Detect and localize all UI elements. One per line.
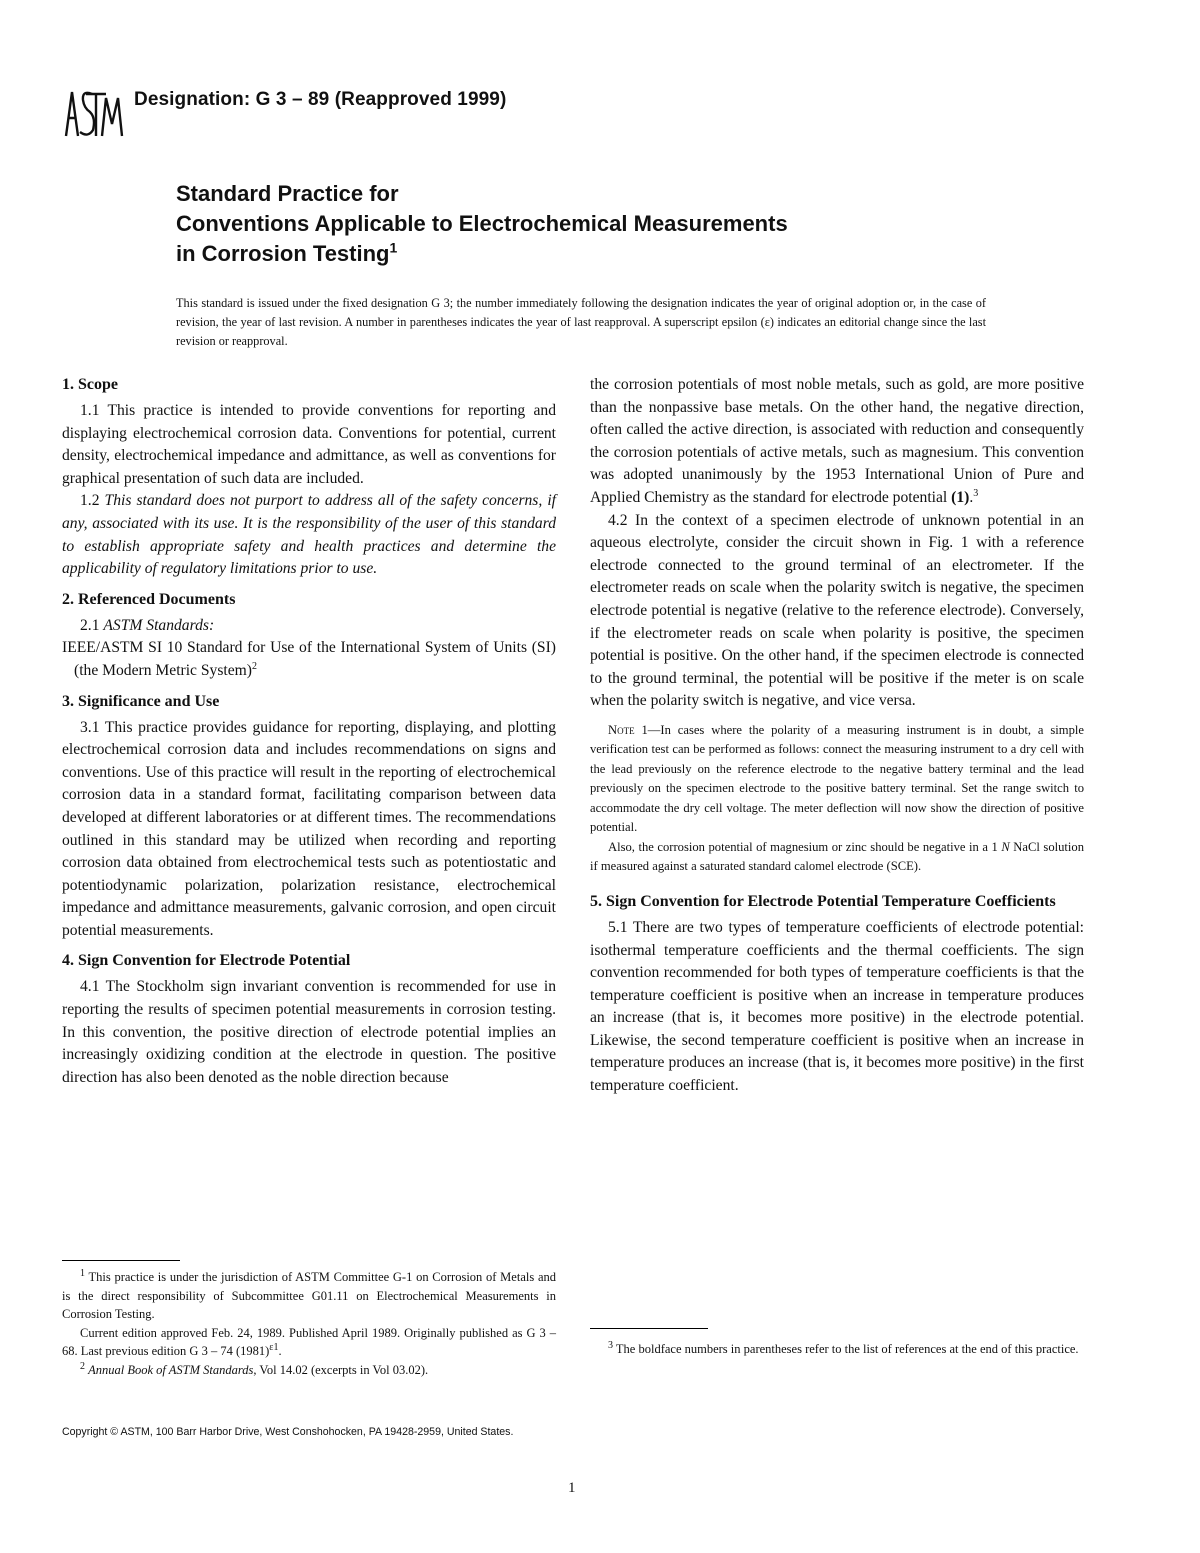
footnote-1: $^1$ This practice is under the jurisdiction of ASTM Committee G-1 on Corrosion of Metals and is the direct responsibility of Subcommittee G01.11 on Electrochemical Measurements in Corrosion Testing. [62, 1267, 556, 1321]
section-2-heading: 2. Referenced Documents [62, 590, 236, 608]
section-1-heading: 1. Scope [62, 376, 118, 393]
footnote-rule-left [62, 1260, 180, 1261]
paragraph-5-1: 5.1 There are two types of temperature coefficients of electrode potential: isothermal temperature coefficients and the thermal coefficients. The sign convention recommended for both types of temperature coefficients is that the temperature coefficient is positive when an increase in temperature produces an increase (that is, it becomes more positive) in the electrode potential. Likewise, the second temperature coefficient is positive when an increase in temperature produces an increase (that is, it becomes more positive) in the first temperature coefficient. [590, 918, 1084, 1095]
footnotes-right [590, 1340, 1084, 1359]
section-5-heading: 5. Sign Convention for Electrode Potential Temperature Coefficients [590, 892, 1056, 910]
standard-notice: This standard is issued under the fixed designation G 3; the number immediately following the designation indicates the year of original adoption or, in the case of revision, the year of last revision. A number in parentheses indicates the year of last reapproval. A superscript epsilon (ε) indicates an editorial change since the last revision or reapproval. [176, 296, 986, 348]
title-line-3: in Corrosion Testing$^1$ [176, 239, 398, 266]
title-line-1: Standard Practice for [176, 181, 399, 206]
title-footnote-ref: 1 [389, 239, 398, 256]
right-column [590, 374, 1084, 1098]
footnote-2: $^2$ Annual Book of ASTM Standards, Vol 14.02 (excerpts in Vol 03.02). [80, 1360, 429, 1377]
footnote-3: $^3$ The boldface numbers in parentheses refer to the list of references at the end of this practice. [608, 1339, 1079, 1356]
paragraph-2-1: 2.1 ASTM Standards: [80, 616, 215, 634]
section-3-heading: 3. Significance and Use [62, 692, 220, 710]
copyright: Copyright © ASTM, 100 Barr Harbor Drive, West Conshohocken, PA 19428-2959, United States. [62, 1426, 514, 1438]
footnote-1-edition: Current edition approved Feb. 24, 1989. Published April 1989. Originally published as G 3 – 68. Last previous edition G 3 – 74 $(1981)^{\varepsilon 1}$. [62, 1325, 556, 1358]
paragraph-4-1: 4.1 The Stockholm sign invariant convention is recommended for use in reporting the results of specimen potential measurements in corrosion testing. In this convention, the positive direction of electrode potential implies an increasingly oxidizing condition at the electrode in question. The positive direction has also been denoted as the noble direction because [62, 978, 556, 1086]
note-1-also: Also, the corrosion potential of magnesium or zinc should be negative in a 1 N NaCl solution if measured against a saturated standard calomel electrode (SCE). [590, 839, 1084, 874]
paragraph-3-1: 3.1 This practice provides guidance for reporting, displaying, and plotting electrochemical corrosion data and includes recommendations on signs and conventions. Use of this practice will result in the reporting of electrochemical corrosion data in a standard format, facilitating comparison between data developed at different laboratories or at different times. The recommendations outlined in this standard may be utilized when recording and reporting corrosion data obtained from electrochemical tests such as potentiostatic and potentiodynamic polarization, polarization resistance, electrochemical impedance and admittance measurements, galvanic corrosion, and open circuit potential measurements. [62, 718, 556, 939]
paragraph-1-2: 1.2 This standard does not purport to address all of the safety concerns, if any, associated with its use. It is the responsibility of the user of this standard to establish appropriate safety and health practices and determine the applicability of regulatory limitations prior to use. [62, 492, 556, 578]
paragraph-4-1-continued: the corrosion potentials of most noble metals, such as gold, are more positive than the nonpassive base metals. On the other hand, the negative direction, often called the active direction, is associated with reduction and consequently the corrosion potentials of active metals, such as magnesium. This convention was adopted unanimously by the 1953 International Union of Pure and Applied Chemistry as the standard for electrode potential (1).$^3$ [590, 376, 1084, 506]
designation: Designation: G 3 – 89 (Reapproved 1999) [134, 89, 507, 110]
footnote-rule-right [590, 1328, 708, 1329]
section-4-heading: 4. Sign Convention for Electrode Potential [62, 952, 351, 970]
referenced-document-item: IEEE/ASTM SI 10 Standard for Use of the International System of Units (SI) (the Modern Metric System)$^2$ [62, 639, 556, 679]
paragraph-1-1: 1.1 This practice is intended to provide conventions for reporting and displaying electrochemical corrosion data. Conventions for potential, current density, electrochemical impedance and admittance, as well as conventions for graphical presentation of such data are included. [62, 402, 556, 487]
document-title [176, 179, 788, 269]
page-number: 1 [568, 1480, 576, 1496]
left-column [62, 374, 556, 1089]
note-1: Note 1—In cases where the polarity of a measuring instrument is in doubt, a simple verification test can be performed as follows: connect the measuring instrument to a dry cell with the lead previously on the reference electrode to the negative battery terminal and the lead previously on the specimen electrode to the positive battery terminal. Set the range switch to accommodate the dry cell voltage. The meter deflection will now show the direction of positive potential. [590, 722, 1084, 835]
astm-logo [62, 86, 124, 138]
footnotes-left [62, 1268, 556, 1379]
title-line-2: Conventions Applicable to Electrochemical Measurements [176, 211, 788, 236]
paragraph-4-2: 4.2 In the context of a specimen electrode of unknown potential in an aqueous electrolyte, consider the circuit shown in Fig. 1 with a reference electrode connected to the ground terminal of an electrometer. If the electrometer reads on scale when the polarity switch is negative, the specimen electrode potential is negative (relative to the reference electrode). Conversely, if the electrometer reads on scale when polarity is positive, the specimen potential is positive. On the other hand, if the specimen electrode is connected to the ground terminal, the potential will be positive if the meter is on scale when the polarity switch is negative, and vice versa. [590, 511, 1084, 710]
